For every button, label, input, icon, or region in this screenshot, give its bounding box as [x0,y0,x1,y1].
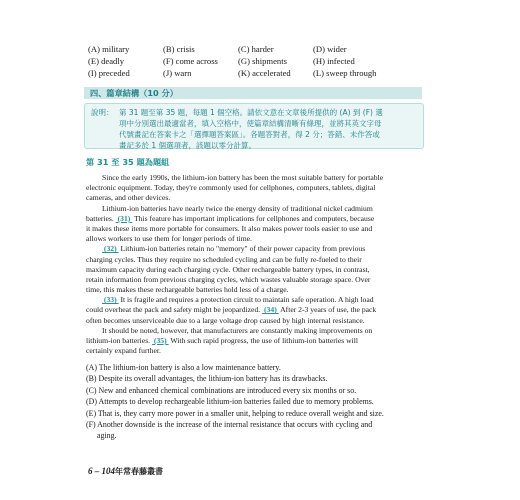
passage-text: It should be noted, however, that manufacturers are constantly making improvements on [102,325,373,335]
answer-blank: (33) [102,295,119,305]
passage-text: it makes these items more portable for consumers. It also makes power tools easier to use and [86,223,373,233]
choice-item: (F) Another downside is the increase of the internal resistance that occurs with cycling and [86,419,373,429]
passage-line [86,214,416,224]
passage-text: lithium-ion batteries. [86,336,152,345]
choice-item: (C) New and enhanced chemical combinations are introduced every six months or so. [86,385,357,395]
answer-blank: (31) [115,213,133,223]
option-item: (H) infected [313,56,355,67]
option-item: (I) preceded [88,68,130,79]
passage-line [86,316,416,326]
section-header [84,87,422,99]
option-item: (D) wider [313,44,347,54]
passage-text: certainly expand further. [86,346,161,356]
passage-line [86,295,416,305]
option-item: (A) military [88,44,130,54]
option-row [88,67,418,79]
answer-blank: (34) [262,305,279,315]
option-item: (K) accelerated [238,68,291,79]
book-title: 年常春藤叢書 [115,467,163,476]
option-row [88,55,418,67]
passage-text: often becomes unserviceable due to a large voltage drop caused by high internal resistance. [86,315,365,325]
option-item: (J) warn [163,68,192,79]
page-footer [88,466,163,477]
passage-text: could overheat the pack and safety might be jeopardized. [86,305,263,315]
choice-item: (D) Attempts to develop rechargeable lithium-ion batteries failed due to memory problems. [86,397,374,407]
answer-blank: (35) [152,336,169,345]
passage-line [86,346,416,356]
passage-text: After 2-3 years of use, the pack [278,305,377,315]
passage-text: Since the early 1990s, the lithium-ion battery has been the most suitable battery for portable [102,173,384,182]
passage-line [86,336,416,346]
option-item: (F) come across [163,56,218,67]
passage-line [86,204,416,214]
passage-line [86,305,416,315]
choice-item-continuation: aging. [97,431,117,441]
passage-text: maximum capacity during each charging cycle. Other rechargeable battery types, in contrast, [86,264,370,274]
passage-text: Lithium-ion batteries have nearly twice the energy density of traditional nickel cadmium [102,203,373,213]
passage-text: Lithium-ion batteries retain no "memory" of their power capacity from previous [118,244,366,254]
choice-item: (B) Despite its overall advantages, the lithium-ion battery has its drawbacks. [86,374,328,384]
passage-line [86,183,416,193]
choice-list [86,362,426,442]
section-title: 四、篇章結構（10 分） [90,88,178,98]
option-item: (G) shipments [238,56,287,67]
passage-line [86,193,416,203]
question-group-heading: 第 31 至 35 題為題組 [86,157,170,167]
passage-line [86,326,416,336]
passage-line [86,244,416,254]
reading-passage [86,173,416,356]
passage-text: batteries. [86,213,116,223]
instruction-line: 畫記多於 1 個選項者，該題以零分計算。 [119,141,257,150]
instruction-line: 第 31 題至第 35 題，每題 1 個空格。請依文意在文章後所提供的 (A) 到 (F) 選 [119,108,383,117]
passage-line [86,275,416,285]
option-item: (C) harder [238,44,274,54]
passage-text: electronic equipment. Today, they're commonly used for cellphones, computers, tablets, digital [86,183,376,193]
option-row [88,43,418,55]
option-grid [88,43,418,80]
passage-text: charging cycles. Thus they require no scheduled cycling and can be fully re-fueled to their [86,254,362,264]
passage-text: This feature has important implications for cellphones and computers, because [132,213,375,223]
passage-line [86,265,416,275]
passage-line [86,285,416,295]
page-number: 6 – 104 [88,466,115,476]
passage-text: retain information from previous charging cycles, which wastes valuable storage space. Over [86,274,371,284]
option-item: (B) crisis [163,44,195,54]
passage-text: time, this makes these rechargeable batteries hold less of a charge. [86,285,289,295]
passage-line [86,224,416,234]
choice-item: (E) That is, they carry more power in a smaller unit, helping to reduce overall weight and size. [86,408,384,418]
passage-line [86,255,416,265]
instruction-line: 代號畫記在答案卡之「選擇題答案區」。各題答對者，得 2 分；答錯、未作答或 [119,130,380,139]
option-item: (L) sweep through [313,68,377,79]
choice-item: (A) The lithium-ion battery is also a low maintenance battery. [86,363,281,372]
passage-text: It is fragile and requires a protection circuit to maintain safe operation. A high load [118,295,374,305]
passage-text: cameras, and other devices. [86,193,171,203]
passage-line [86,173,416,183]
instruction-line: 項中分別選出最適當者，填入空格中，使篇章結構清晰有條理，並將其英文字母 [119,119,382,128]
passage-text: allows workers to use them for longer periods of time. [86,234,252,244]
passage-line [86,234,416,244]
answer-blank: (32) [102,244,119,254]
passage-text: With such rapid progress, the use of lithium-ion batteries will [168,336,359,345]
option-item: (E) deadly [88,56,125,67]
instruction-label: 說明： [91,108,114,117]
instruction-box [84,103,424,149]
